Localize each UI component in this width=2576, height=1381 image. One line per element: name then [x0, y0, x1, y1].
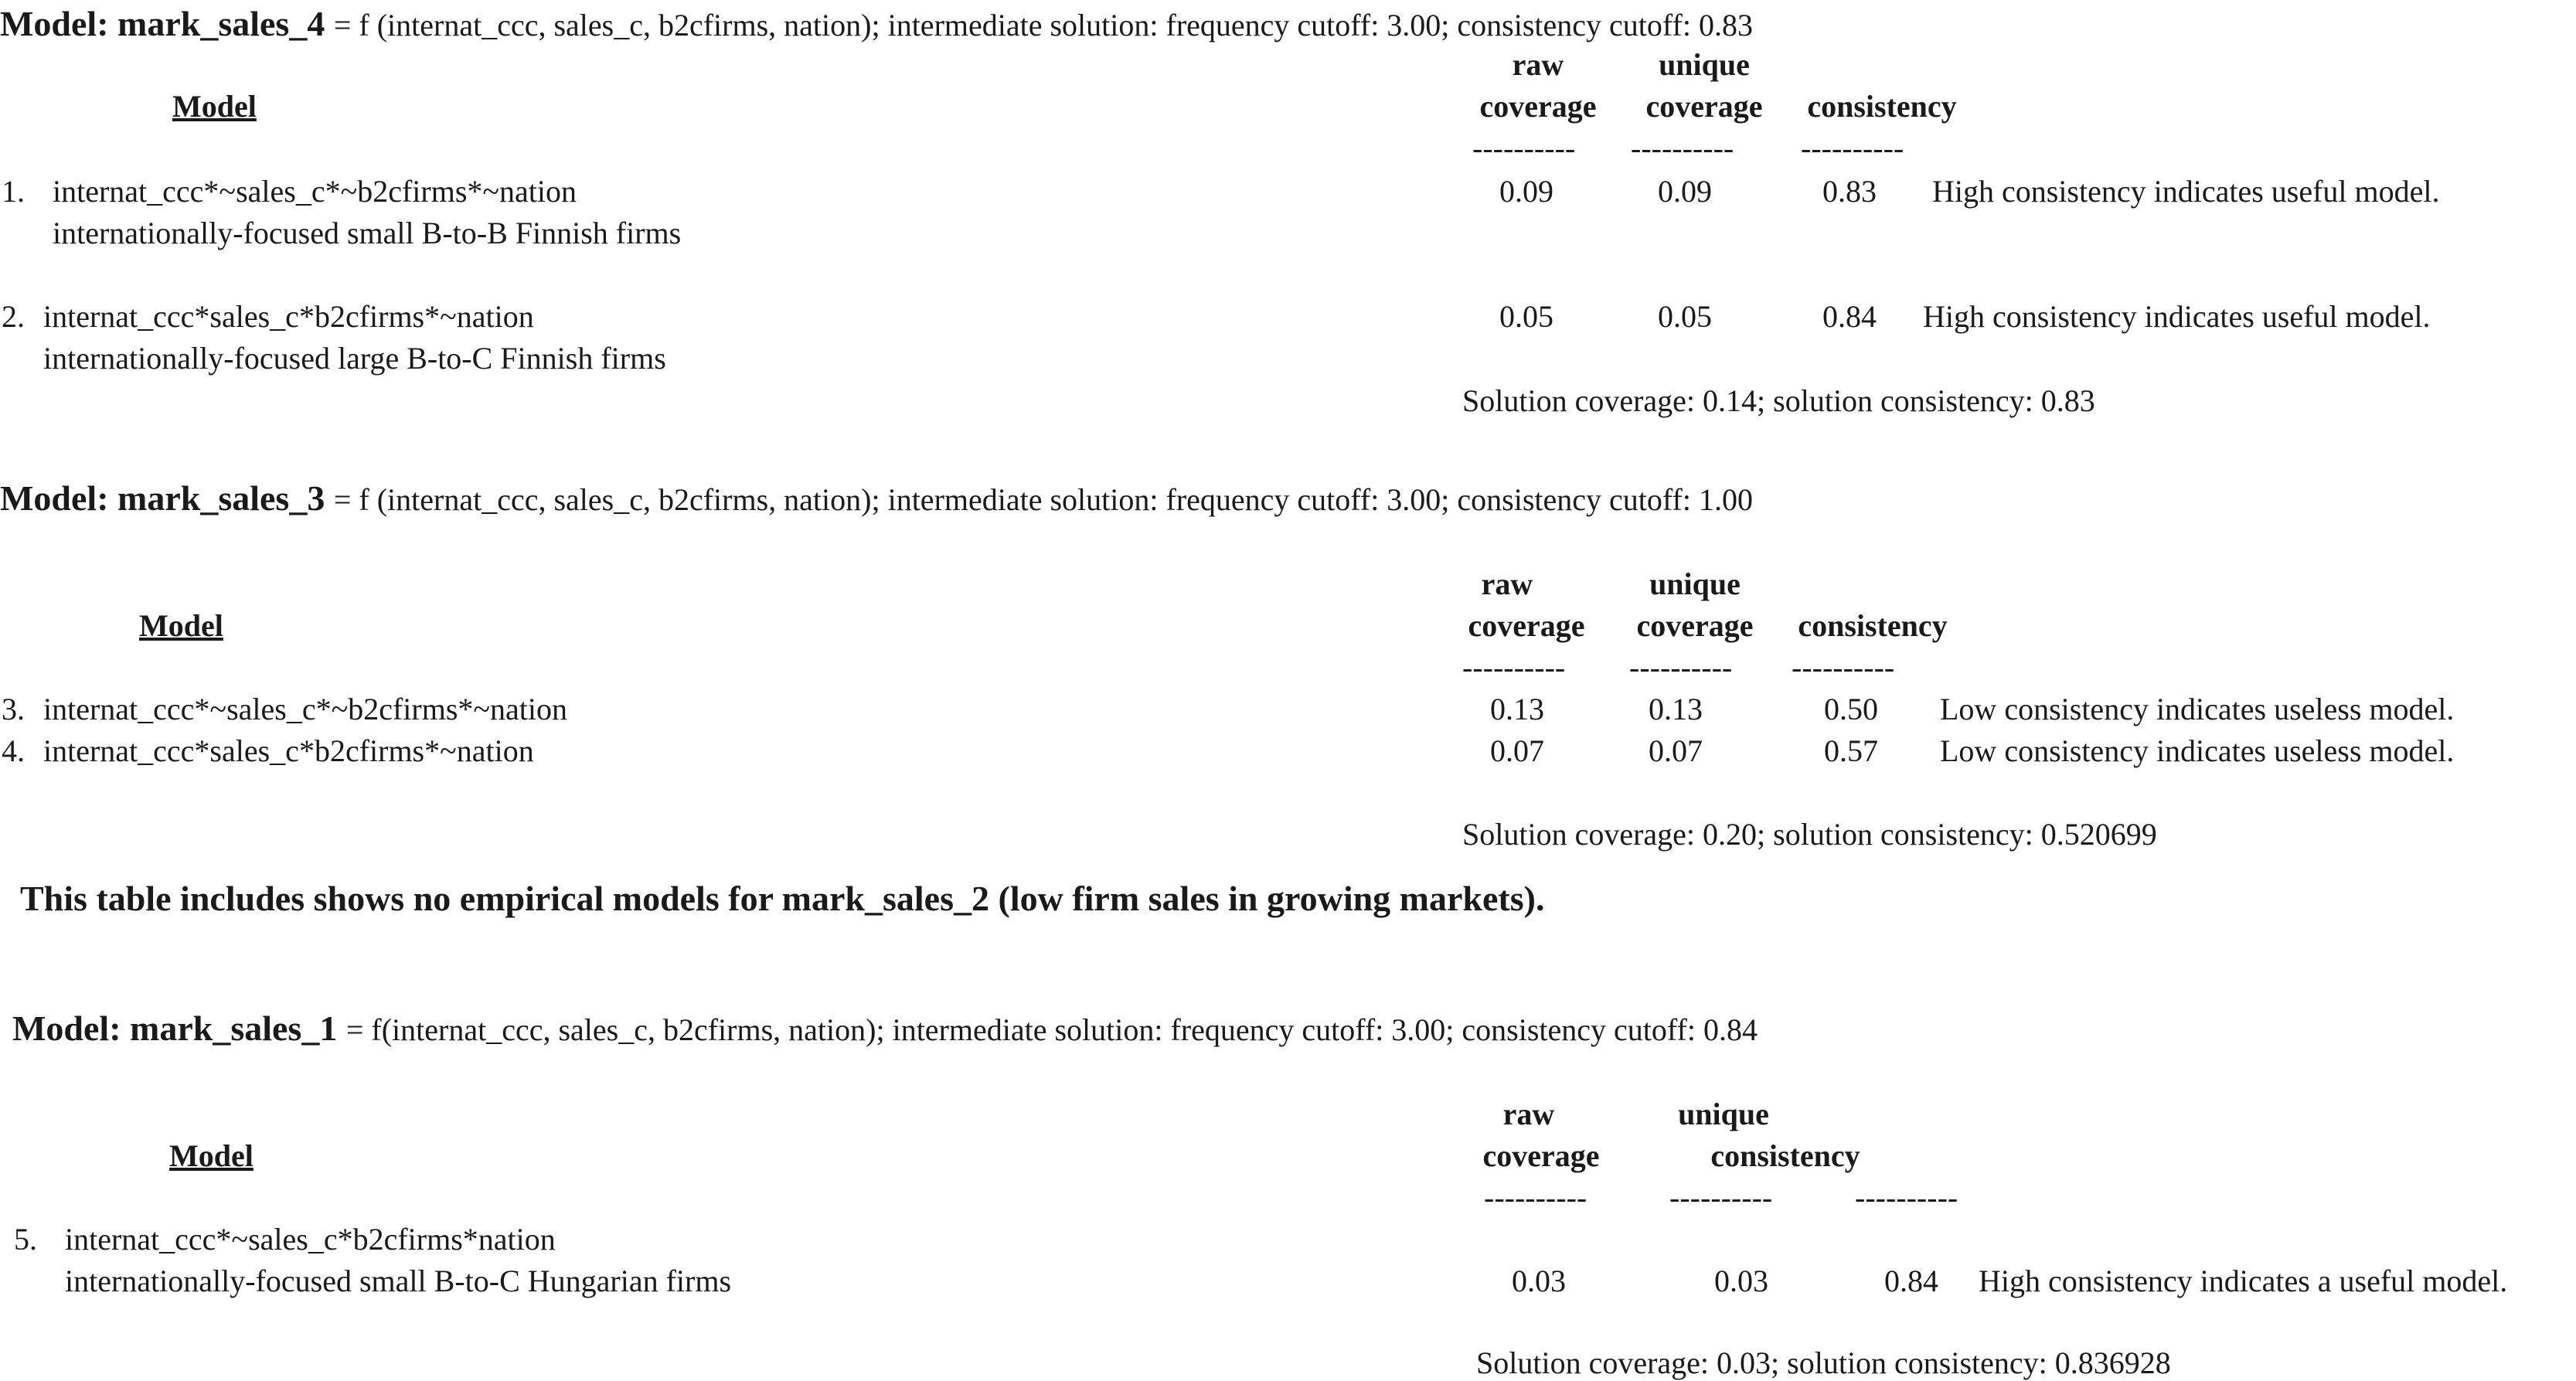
row-number: 4. [2, 733, 25, 768]
row-raw-coverage: 0.09 [1499, 174, 1553, 209]
row-formula: internat_ccc*~sales_c*~b2cfirms*~nation [53, 174, 577, 209]
dashes: ---------- [1472, 131, 1576, 165]
row-note: Low consistency indicates useless model. [1940, 692, 2455, 726]
row-raw-coverage: 0.13 [1490, 692, 1544, 726]
row-raw-coverage: 0.05 [1499, 299, 1553, 334]
row-formula: internat_ccc*sales_c*b2cfirms*~nation [43, 299, 534, 334]
dashes: ---------- [1792, 650, 1895, 685]
row-description: internationally-focused small B-to-B Finnish firms [53, 216, 682, 250]
col-unique-2: consistency [1710, 1138, 1860, 1173]
row-note: High consistency indicates useful model. [1923, 299, 2431, 334]
solution-summary: Solution coverage: 0.03; solution consistency: 0.836928 [1476, 1345, 2171, 1380]
row-unique-coverage: 0.07 [1649, 733, 1703, 768]
dashes: ---------- [1462, 650, 1566, 685]
row-note: High consistency indicates useful model. [1932, 174, 2440, 209]
row-formula: internat_ccc*sales_c*b2cfirms*~nation [43, 733, 534, 768]
model-label: Model: mark_sales_4 [0, 4, 325, 43]
col-raw-2: coverage [1482, 1138, 1600, 1173]
col-model: Model [139, 608, 223, 643]
model-spec: = f (internat_ccc, sales_c, b2cfirms, nation); intermediate solution: frequency cutoff: 3.00; consistency cutoff: 0.83 [333, 8, 1753, 43]
model-spec: = f(internat_ccc, sales_c, b2cfirms, nation); intermediate solution: frequency cutoff: 3.00; consistency cutoff: 0.84 [345, 1012, 1758, 1047]
col-model: Model [169, 1138, 254, 1173]
solution-summary: Solution coverage: 0.14; solution consistency: 0.83 [1462, 383, 2095, 418]
section-3-title [12, 1009, 1758, 1048]
dashes: ---------- [1484, 1180, 1587, 1215]
col-raw-1: raw [1481, 566, 1533, 601]
no-models-note: This table includes shows no empirical models for mark_sales_2 (low firm sales in growing markets). [20, 879, 1545, 918]
dashes: ---------- [1855, 1180, 1958, 1215]
col-consistency: consistency [1807, 89, 1957, 124]
model-label: Model: mark_sales_3 [0, 478, 325, 518]
row-consistency: 0.57 [1824, 733, 1878, 768]
col-unique-1: unique [1678, 1097, 1769, 1131]
row-description: internationally-focused large B-to-C Finnish firms [43, 341, 666, 376]
col-raw-1: raw [1512, 47, 1564, 82]
row-unique-coverage: 0.03 [1714, 1264, 1768, 1298]
col-unique-1: unique [1649, 566, 1741, 601]
section-2-title [0, 479, 1753, 518]
row-number: 1. [2, 174, 25, 209]
row-note: Low consistency indicates useless model. [1940, 733, 2455, 768]
col-unique-2: coverage [1645, 89, 1763, 124]
row-unique-coverage: 0.09 [1658, 174, 1712, 209]
col-unique-2: coverage [1636, 608, 1754, 643]
model-spec: = f (internat_ccc, sales_c, b2cfirms, nation); intermediate solution: frequency cutoff: 3.00; consistency cutoff: 1.00 [333, 482, 1753, 517]
dashes: ---------- [1669, 1180, 1773, 1215]
row-consistency: 0.84 [1884, 1264, 1938, 1298]
row-note: High consistency indicates a useful model. [1979, 1264, 2508, 1298]
dashes: ---------- [1801, 131, 1904, 165]
model-label: Model: mark_sales_1 [12, 1009, 338, 1048]
col-unique-1: unique [1659, 47, 1750, 82]
row-number: 2. [2, 299, 25, 334]
row-formula: internat_ccc*~sales_c*~b2cfirms*~nation [43, 692, 568, 726]
dashes: ---------- [1631, 131, 1734, 165]
col-raw-2: coverage [1468, 608, 1585, 643]
col-consistency: consistency [1798, 608, 1948, 643]
col-raw-1: raw [1502, 1097, 1555, 1131]
row-number: 5. [14, 1222, 37, 1257]
row-description: internationally-focused small B-to-C Hungarian firms [65, 1264, 732, 1298]
row-raw-coverage: 0.03 [1512, 1264, 1566, 1298]
col-raw-2: coverage [1479, 89, 1597, 124]
row-consistency: 0.50 [1824, 692, 1878, 726]
row-number: 3. [2, 692, 25, 726]
row-raw-coverage: 0.07 [1490, 733, 1544, 768]
row-formula: internat_ccc*~sales_c*b2cfirms*nation [65, 1222, 556, 1257]
section-1-title [0, 5, 1753, 43]
row-consistency: 0.83 [1822, 174, 1877, 209]
dashes: ---------- [1629, 650, 1733, 685]
row-unique-coverage: 0.13 [1649, 692, 1703, 726]
row-consistency: 0.84 [1822, 299, 1877, 334]
solution-summary: Solution coverage: 0.20; solution consistency: 0.520699 [1462, 817, 2157, 852]
col-model: Model [172, 89, 257, 124]
row-unique-coverage: 0.05 [1658, 299, 1712, 334]
